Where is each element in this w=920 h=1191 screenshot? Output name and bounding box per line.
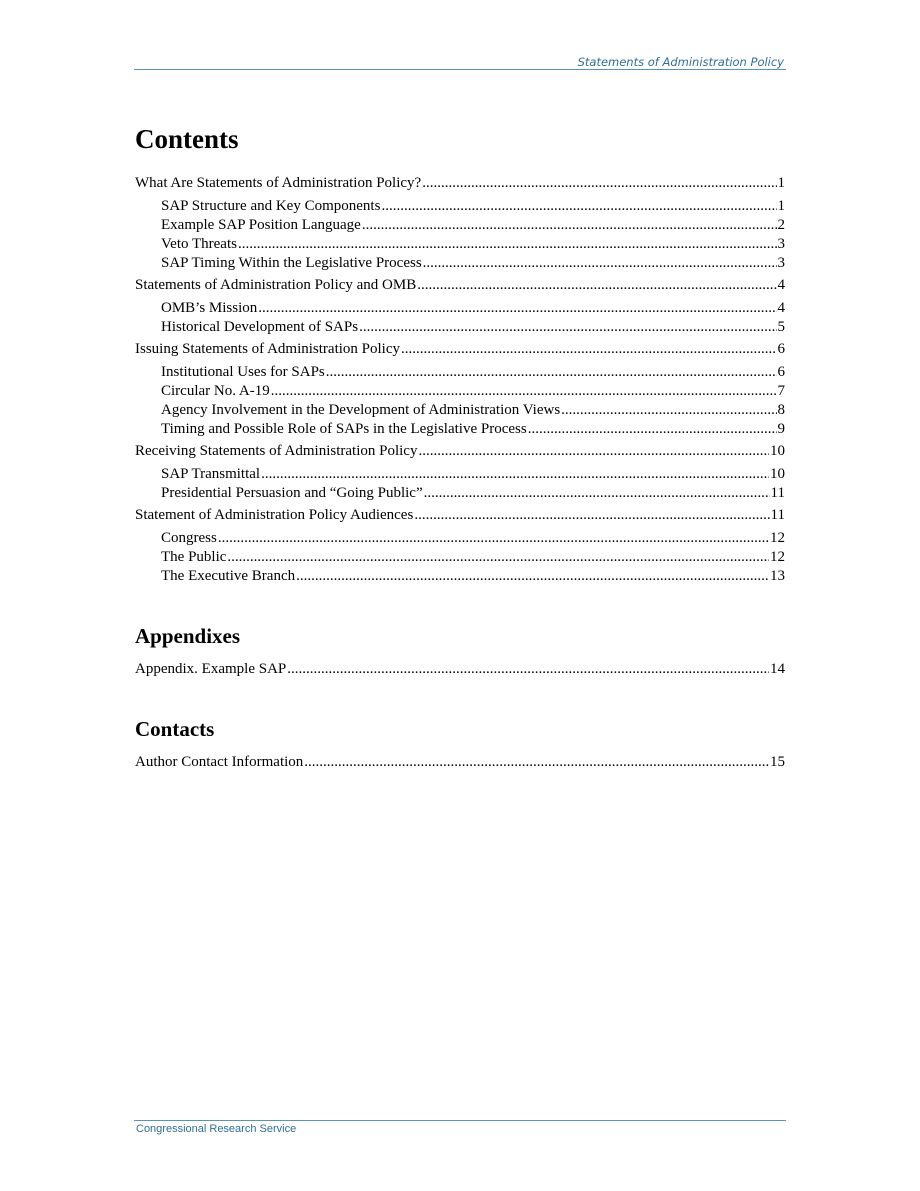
toc-entry-page: 13 [770, 568, 785, 584]
toc-entry-title: Receiving Statements of Administration Policy [135, 443, 418, 459]
footer-organization: Congressional Research Service [136, 1123, 297, 1135]
dot-leader [414, 506, 769, 525]
dot-leader [258, 299, 776, 318]
dot-leader [417, 276, 776, 295]
dot-leader [271, 382, 777, 401]
toc-entry-title: SAP Timing Within the Legislative Process [161, 255, 422, 271]
toc-subgroup-saps-and-omb [135, 299, 785, 337]
toc-entry-page: 15 [770, 754, 785, 770]
toc-entry-page: 10 [770, 443, 785, 459]
toc-entry-title: Appendix. Example SAP [135, 661, 287, 677]
toc-entry-page: 12 [770, 530, 785, 546]
contents-heading: Contents [135, 124, 239, 154]
toc-entry[interactable] [135, 174, 785, 193]
dot-leader [304, 753, 769, 772]
toc-entry-page: 12 [770, 549, 785, 565]
toc-entry-title: Author Contact Information [135, 754, 304, 770]
toc-entry[interactable] [135, 276, 785, 295]
page-header [134, 50, 786, 70]
toc-entry[interactable] [135, 529, 785, 548]
toc-entry-title: Presidential Persuasion and “Going Public” [161, 485, 423, 501]
toc-entry-title: The Public [161, 549, 227, 565]
dot-leader [561, 401, 776, 420]
dot-leader [326, 363, 777, 382]
toc-subgroup-receiving-saps [135, 465, 785, 503]
toc-entry-page: 7 [777, 383, 785, 399]
appendixes-heading: Appendixes [135, 624, 241, 648]
dot-leader [424, 484, 770, 503]
toc-entry-title: Issuing Statements of Administration Policy [135, 341, 400, 357]
toc-entry-page: 5 [777, 319, 785, 335]
toc-group-saps-and-omb [135, 276, 785, 295]
toc-group-receiving-saps [135, 442, 785, 461]
toc-subgroup-audiences [135, 529, 785, 586]
toc-entry[interactable] [135, 235, 785, 254]
toc-entry-page: 14 [770, 661, 785, 677]
toc-entry[interactable] [135, 442, 785, 461]
toc-entry[interactable] [135, 382, 785, 401]
toc-entry-page: 8 [777, 402, 785, 418]
dot-leader [418, 442, 769, 461]
toc-entry-title: Statement of Administration Policy Audiences [135, 507, 414, 523]
toc-entry-page: 3 [777, 236, 785, 252]
toc-entry-title: Institutional Uses for SAPs [161, 364, 325, 380]
dot-leader [362, 216, 777, 235]
toc-entry[interactable] [135, 299, 785, 318]
toc-group-appendixes [135, 660, 785, 679]
toc-group-audiences [135, 506, 785, 525]
dot-leader [296, 567, 769, 586]
toc-entry[interactable] [135, 506, 785, 525]
toc-entry-title: Statements of Administration Policy and OMB [135, 277, 417, 293]
toc-entry-title: Veto Threats [161, 236, 237, 252]
dot-leader [261, 465, 769, 484]
toc-entry-page: 1 [777, 198, 785, 214]
toc-entry-page: 2 [777, 217, 785, 233]
running-header-title: Statements of Administration Policy [577, 55, 784, 69]
toc-entry[interactable] [135, 465, 785, 484]
footer-rule [134, 1120, 786, 1121]
toc-entry[interactable] [135, 567, 785, 586]
toc-entry[interactable] [135, 420, 785, 439]
toc-entry-title: Historical Development of SAPs [161, 319, 359, 335]
toc-entry[interactable] [135, 340, 785, 359]
toc-entry-title: Congress [161, 530, 217, 546]
toc-entry[interactable] [135, 548, 785, 567]
dot-leader [401, 340, 777, 359]
toc-entry[interactable] [135, 660, 785, 679]
toc-entry-title: Example SAP Position Language [161, 217, 361, 233]
toc-entry-page: 9 [777, 421, 785, 437]
toc-subgroup-issuing-saps [135, 363, 785, 439]
toc-entry[interactable] [135, 753, 785, 772]
toc-entry[interactable] [135, 318, 785, 337]
toc-group-what-are-saps [135, 174, 785, 193]
toc-entry-page: 3 [777, 255, 785, 271]
toc-entry[interactable] [135, 216, 785, 235]
toc-entry-title: OMB’s Mission [161, 300, 258, 316]
toc-entry-page: 1 [777, 175, 785, 191]
toc-group-issuing-saps [135, 340, 785, 359]
dot-leader [227, 548, 769, 567]
dot-leader [423, 254, 777, 273]
toc-entry[interactable] [135, 197, 785, 216]
dot-leader [359, 318, 776, 337]
dot-leader [287, 660, 769, 679]
dot-leader [422, 174, 776, 193]
toc-entry[interactable] [135, 401, 785, 420]
toc-entry-title: Timing and Possible Role of SAPs in the Legislative Process [161, 421, 527, 437]
toc-entry[interactable] [135, 254, 785, 273]
toc-entry-title: Circular No. A-19 [161, 383, 270, 399]
toc-entry-page: 11 [770, 485, 785, 501]
toc-entry-page: 6 [777, 341, 785, 357]
toc-entry-title: What Are Statements of Administration Policy? [135, 175, 422, 191]
toc-entry-title: SAP Transmittal [161, 466, 261, 482]
toc-entry-page: 4 [777, 277, 785, 293]
toc-group-contacts [135, 753, 785, 772]
toc-entry-title: Agency Involvement in the Development of Administration Views [161, 402, 561, 418]
contacts-heading: Contacts [135, 717, 215, 741]
toc-entry-page: 11 [770, 507, 785, 523]
toc-entry-page: 10 [770, 466, 785, 482]
toc-entry-page: 4 [777, 300, 785, 316]
dot-leader [528, 420, 777, 439]
toc-entry-title: The Executive Branch [161, 568, 296, 584]
toc-entry-title: SAP Structure and Key Components [161, 198, 381, 214]
toc-entry[interactable] [135, 363, 785, 382]
dot-leader [238, 235, 777, 254]
toc-entry[interactable] [135, 484, 785, 503]
toc-entry-page: 6 [777, 364, 785, 380]
dot-leader [218, 529, 769, 548]
dot-leader [381, 197, 776, 216]
toc-subgroup-what-are-saps [135, 197, 785, 273]
